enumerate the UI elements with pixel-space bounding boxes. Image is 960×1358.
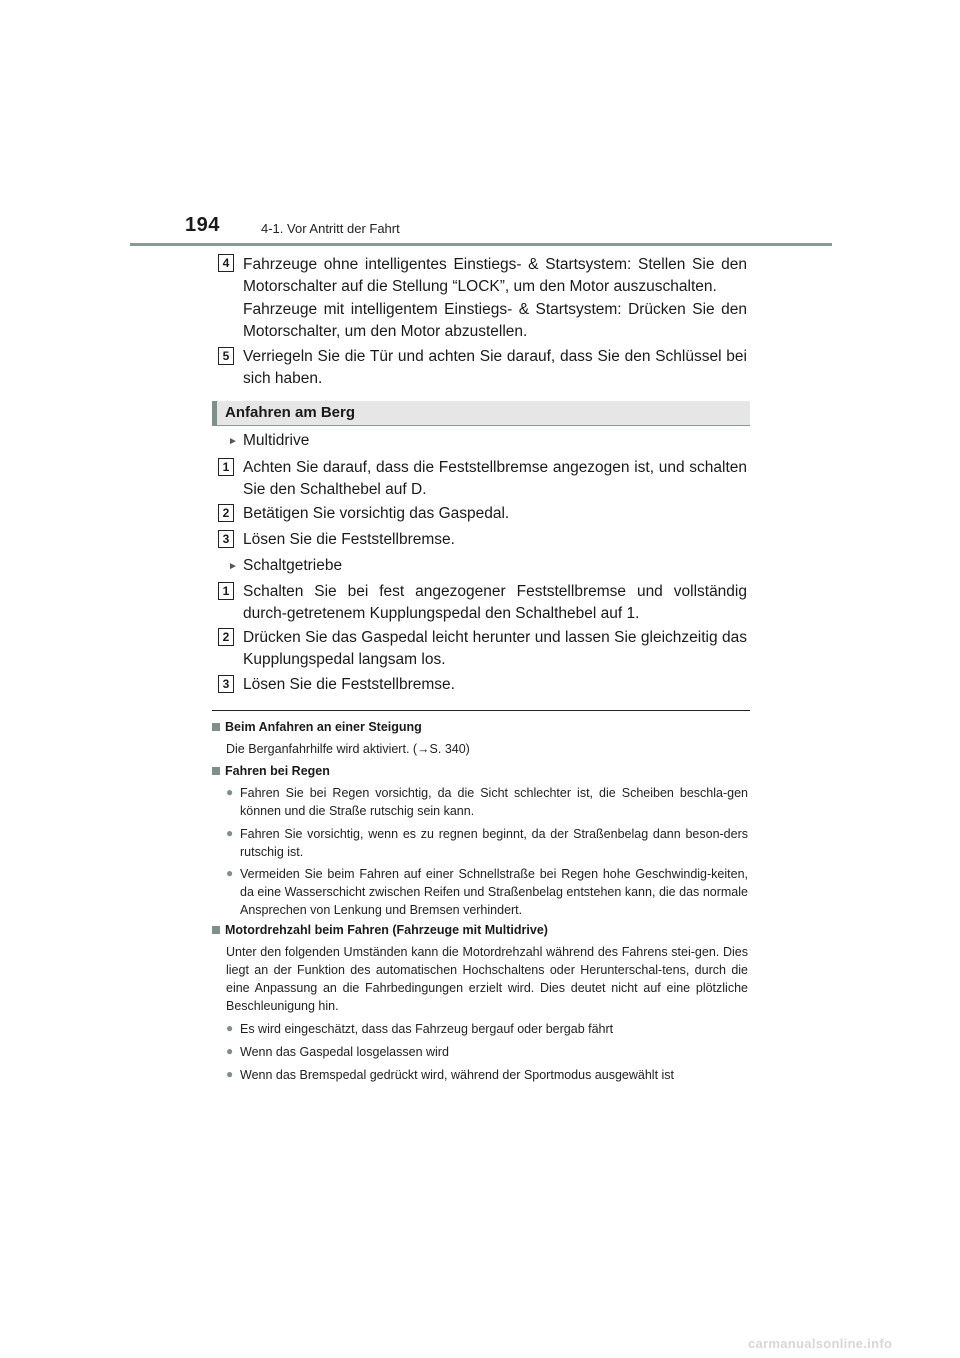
watermark: carmanualsonline.info [748, 1336, 893, 1351]
step-text: Fahrzeuge ohne intelligentes Einstiegs- & Startsystem: Stellen Sie den Motorschalter auf die Stellung “LOCK”, um den Motor auszuschalten. [243, 256, 747, 295]
note-bullet-text: Es wird eingeschätzt, dass das Fahrzeug bergauf oder bergab fährt [240, 1022, 614, 1036]
step-text: Schalten Sie bei fest angezogener Feststellbremse und vollständig durch-getretenem Kupplungspedal den Schalthebel auf 1. [243, 583, 747, 622]
circle-bullet-icon: ● [226, 1044, 234, 1058]
arrow-right-icon: ► [228, 436, 238, 447]
arrow-right-icon: ► [228, 561, 238, 572]
step-text: Verriegeln Sie die Tür und achten Sie darauf, dass Sie den Schlüssel bei sich haben. [243, 348, 747, 387]
square-bullet-icon [212, 767, 220, 775]
note-heading [212, 764, 330, 778]
step-badge: 4 [218, 254, 234, 272]
note-text: Die Berganfahrhilfe wird aktiviert. (→S. 340) [226, 742, 470, 756]
page-number: 194 [185, 214, 220, 236]
step-text: Achten Sie darauf, dass die Feststellbremse angezogen ist, und schalten Sie den Schalthebel auf D. [243, 459, 747, 498]
note-heading-text: Motordrehzahl beim Fahren (Fahrzeuge mit Multidrive) [225, 923, 548, 937]
note-bullet-text: Wenn das Bremspedal gedrückt wird, während der Sportmodus ausgewählt ist [240, 1068, 675, 1082]
step-badge: 1 [218, 458, 234, 476]
circle-bullet-icon: ● [226, 866, 234, 880]
square-bullet-icon [212, 926, 220, 934]
circle-bullet-icon: ● [226, 1021, 234, 1035]
step-text-continued: Fahrzeuge mit intelligentem Einstiegs- & Startsystem: Drücken Sie den Motorschalter, um den Motor abzustellen. [243, 301, 747, 340]
step-text: Drücken Sie das Gaspedal leicht herunter und lassen Sie gleichzeitig das Kupplungspedal langsam los. [243, 629, 747, 668]
subsection-label: Multidrive [243, 432, 310, 449]
circle-bullet-icon: ● [226, 1067, 234, 1081]
circle-bullet-icon: ● [226, 826, 234, 840]
note-heading-text: Beim Anfahren an einer Steigung [225, 720, 422, 734]
note-heading [212, 720, 422, 734]
circle-bullet-icon: ● [226, 785, 234, 799]
section-title: 4-1. Vor Antritt der Fahrt [261, 221, 400, 236]
notes-divider [212, 710, 750, 711]
step-text: Betätigen Sie vorsichtig das Gaspedal. [243, 505, 510, 522]
section-heading-text: Anfahren am Berg [225, 404, 356, 421]
step-badge: 5 [218, 347, 234, 365]
note-bullet-text: Wenn das Gaspedal losgelassen wird [240, 1045, 449, 1059]
step-text: Lösen Sie die Feststellbremse. [243, 531, 455, 548]
note-heading-text: Fahren bei Regen [225, 764, 330, 778]
header-rule [130, 243, 832, 246]
note-bullet-text: Vermeiden Sie beim Fahren auf einer Schnellstraße bei Regen hohe Geschwindig-keiten, da eine Wasserschicht zwischen Reifen und Straßenbelag entstehen kann, die das normale Ansprechen von Lenkung und Bremsen verhindert. [240, 867, 748, 917]
section-heading [212, 401, 750, 426]
heading-accent-bar [212, 401, 217, 425]
step-badge: 3 [218, 530, 234, 548]
square-bullet-icon [212, 723, 220, 731]
note-bullet-text: Fahren Sie bei Regen vorsichtig, da die Sicht schlechter ist, die Scheiben beschla-gen können und die Straße rutschig sein kann. [240, 786, 748, 818]
step-badge: 1 [218, 582, 234, 600]
note-heading [212, 923, 548, 937]
step-badge: 2 [218, 504, 234, 522]
step-text: Lösen Sie die Feststellbremse. [243, 676, 455, 693]
note-bullet-text: Fahren Sie vorsichtig, wenn es zu regnen beginnt, da der Straßenbelag dann beson-ders rutschig ist. [240, 827, 748, 859]
step-badge: 3 [218, 675, 234, 693]
subsection-label: Schaltgetriebe [243, 557, 343, 574]
step-badge: 2 [218, 628, 234, 646]
note-text: Unter den folgenden Umständen kann die Motordrehzahl während des Fahrens stei-gen. Dies liegt an der Funktion des automatischen Hochschaltens oder Herunterschal-tens, durch die eine Anpassung an die Fahrbedingungen erzielt wird. Dies deutet nicht auf eine plötzliche Beschleunigung hin. [226, 945, 748, 1013]
